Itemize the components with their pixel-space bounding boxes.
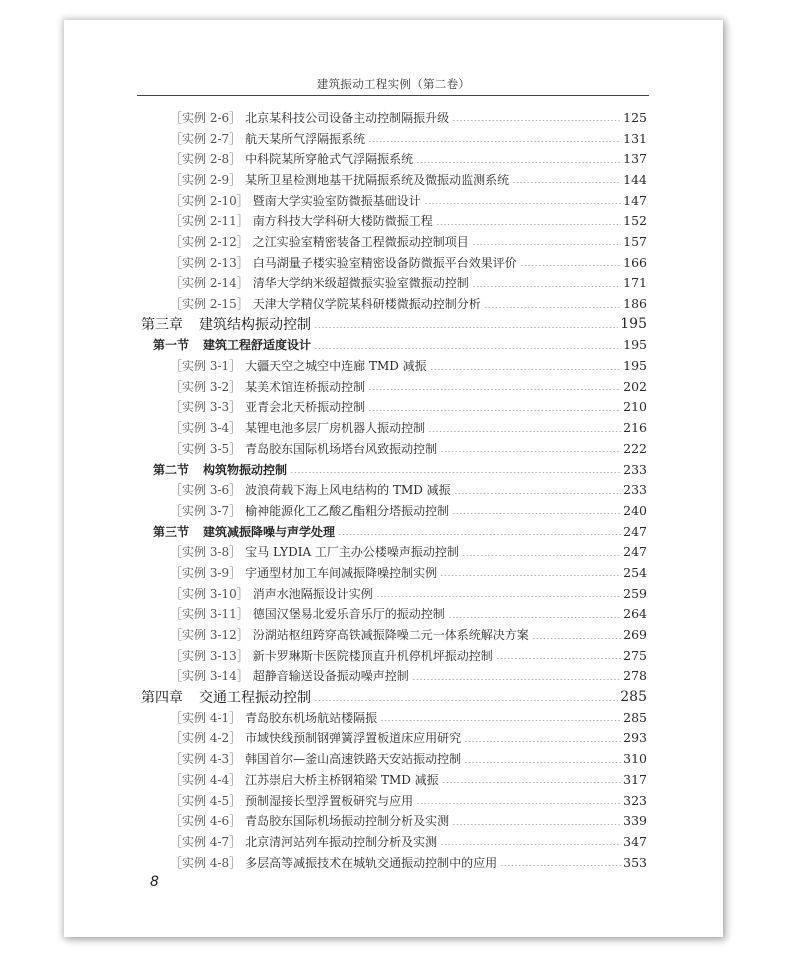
toc-label-group (141, 687, 311, 707)
dot-leader (368, 141, 621, 142)
entry-title: 宝马 LYDIA 工厂主办公楼噪声振动控制 (245, 545, 459, 560)
toc-page-number: 233 (623, 461, 647, 477)
toc-entry[interactable] (170, 376, 647, 397)
example-tag: ［实例 3-9］ (170, 565, 242, 580)
dot-leader (430, 369, 621, 370)
toc-chapter[interactable] (141, 314, 647, 335)
toc-entry[interactable] (170, 252, 647, 273)
example-tag: ［实例 2-9］ (170, 172, 242, 187)
example-tag: ［实例 4-1］ (170, 710, 242, 725)
example-tag: ［实例 3-4］ (170, 421, 242, 436)
toc-page-number: 254 (623, 564, 647, 580)
entry-title: 南方科技大学科研大楼防微振工程 (252, 214, 433, 229)
toc-page-number: 157 (623, 233, 647, 249)
entry-title: 波浪荷载下海上风电结构的 TMD 减振 (245, 483, 451, 498)
toc-page-number: 240 (623, 502, 647, 518)
dot-leader (454, 493, 621, 494)
section-title: 建筑减振降噪与声学处理 (203, 524, 336, 539)
entry-title: 市域快线预制钢弹簧浮置板道床应用研究 (245, 731, 462, 746)
example-tag: ［实例 4-5］ (170, 793, 242, 808)
toc-page-number: 147 (623, 192, 647, 208)
dot-leader (440, 575, 621, 576)
toc-entry[interactable] (170, 852, 647, 873)
example-tag: ［实例 3-1］ (170, 359, 242, 374)
entry-title: 北京某科技公司设备主动控制隔振升级 (245, 110, 450, 125)
dot-leader (500, 865, 621, 866)
dot-leader (412, 679, 621, 680)
entry-title: 青岛胶东国际机场振动控制分析及实测 (245, 814, 450, 829)
dot-leader (512, 182, 621, 183)
example-tag: ［实例 3-12］ (170, 628, 249, 643)
toc-label-group (170, 854, 497, 871)
toc-entry[interactable] (170, 273, 647, 294)
toc-page-number: 347 (623, 833, 647, 849)
example-tag: ［实例 3-5］ (170, 441, 242, 456)
toc-label-group (170, 792, 413, 809)
toc-entry[interactable] (170, 707, 647, 728)
toc-label-group (170, 130, 365, 147)
toc-label-group (153, 523, 335, 540)
dot-leader (416, 803, 621, 804)
dot-leader (520, 265, 621, 266)
toc-page-number: 259 (623, 585, 647, 601)
toc-label-group (170, 833, 437, 850)
toc-entry[interactable] (170, 583, 647, 604)
toc-page-number: 125 (623, 109, 647, 125)
toc-label-group (170, 274, 469, 291)
toc-page-number: 247 (623, 523, 647, 539)
toc-page-number: 166 (623, 254, 647, 270)
toc-entry[interactable] (170, 500, 647, 521)
toc-page-number: 353 (623, 854, 647, 870)
toc-entry[interactable] (170, 355, 647, 376)
toc-entry[interactable] (170, 210, 647, 231)
toc-page-number: 202 (623, 378, 647, 394)
dot-leader (472, 286, 621, 287)
chapter-number: 第四章 (141, 689, 183, 706)
entry-title: 北京清河站列车振动控制分析及实测 (245, 834, 438, 849)
toc-entry[interactable] (170, 604, 647, 625)
toc-entry[interactable] (170, 728, 647, 749)
entry-title: 某美术馆连桥振动控制 (245, 379, 366, 394)
example-tag: ［实例 3-13］ (170, 648, 249, 663)
dot-leader (452, 120, 621, 121)
toc-entry[interactable] (170, 810, 647, 831)
toc-label-group (170, 502, 449, 519)
toc-label-group (170, 233, 469, 250)
entry-title: 白马湖量子楼实验室精密设备防微振平台效果评价 (252, 255, 517, 270)
dot-leader (314, 348, 621, 349)
toc-label-group (170, 254, 517, 271)
toc-page-number: 275 (623, 647, 647, 663)
section-title: 构筑物振动控制 (203, 462, 288, 477)
example-tag: ［实例 2-11］ (170, 214, 249, 229)
toc-page-number: 195 (623, 358, 647, 374)
dot-leader (484, 307, 621, 308)
toc-entry[interactable] (170, 645, 647, 666)
toc-page-number: 210 (623, 399, 647, 415)
dot-leader (380, 720, 621, 721)
toc-page-number: 317 (623, 771, 647, 787)
running-header: 建筑振动工程实例（第二卷） (316, 77, 471, 91)
toc-page-number: 195 (620, 316, 647, 333)
entry-title: 超静音输送设备振动噪声控制 (252, 669, 409, 684)
section-title: 建筑工程舒适度设计 (203, 338, 312, 353)
toc-entry[interactable] (170, 128, 647, 149)
toc-section[interactable] (153, 521, 647, 542)
toc-entry[interactable] (170, 190, 647, 211)
dot-leader (462, 555, 621, 556)
dot-leader (424, 203, 621, 204)
toc-label-group (170, 771, 439, 788)
example-tag: ［实例 2-6］ (170, 110, 242, 125)
toc-label-group (170, 109, 449, 126)
entry-title: 之江实验室精密装备工程微振动控制项目 (252, 234, 469, 249)
toc-entry[interactable] (170, 231, 647, 252)
page-number: 8 (150, 874, 159, 890)
dot-leader (464, 741, 621, 742)
toc-label-group (170, 750, 461, 767)
toc-entry[interactable] (170, 293, 647, 314)
example-tag: ［实例 4-6］ (170, 814, 242, 829)
toc-page-number: 131 (623, 130, 647, 146)
toc-page-number: 278 (623, 668, 647, 684)
example-tag: ［实例 4-8］ (170, 855, 242, 870)
dot-leader (368, 389, 621, 390)
toc-page-number: 171 (623, 275, 647, 291)
toc-label-group (170, 398, 365, 415)
toc-page-number: 152 (623, 213, 647, 229)
dot-leader (314, 700, 618, 701)
toc-page-number: 264 (623, 606, 647, 622)
entry-title: 新卡罗琳斯卡医院楼顶直升机停机坪振动控制 (252, 648, 493, 663)
toc-page-number: 269 (623, 627, 647, 643)
dot-leader (376, 596, 621, 597)
toc-entry[interactable] (170, 438, 647, 459)
example-tag: ［实例 2-13］ (170, 255, 249, 270)
toc-page-number: 247 (623, 544, 647, 560)
toc-label-group (170, 812, 449, 829)
toc-label-group (170, 647, 493, 664)
toc-entry[interactable] (170, 417, 647, 438)
dot-leader (452, 824, 621, 825)
entry-title: 青岛胶东机场航站楼隔振 (245, 710, 378, 725)
toc-label-group (170, 626, 529, 643)
toc-label-group (170, 667, 409, 684)
toc-entry[interactable] (170, 479, 647, 500)
toc-label-group (153, 336, 311, 353)
toc-label-group (170, 192, 421, 209)
toc-page-number: 285 (623, 709, 647, 725)
example-tag: ［实例 3-10］ (170, 586, 249, 601)
example-tag: ［实例 4-3］ (170, 752, 242, 767)
dot-leader (436, 224, 621, 225)
dot-leader (464, 762, 621, 763)
toc-entry[interactable] (170, 562, 647, 583)
example-tag: ［实例 3-8］ (170, 545, 242, 560)
toc-entry[interactable] (170, 790, 647, 811)
dot-leader (532, 638, 621, 639)
toc-label-group (170, 357, 427, 374)
example-tag: ［实例 3-6］ (170, 483, 242, 498)
toc-label-group (153, 461, 287, 478)
toc-page-number: 144 (623, 171, 647, 187)
toc-entry[interactable] (170, 624, 647, 645)
toc-entry[interactable] (170, 666, 647, 687)
toc-page-number: 310 (623, 751, 647, 767)
toc-label-group (170, 378, 365, 395)
toc-section[interactable] (153, 335, 647, 356)
toc-label-group (170, 543, 459, 560)
toc-label-group (170, 729, 461, 746)
dot-leader (452, 513, 621, 514)
toc-page-number: 137 (623, 151, 647, 167)
toc-entry[interactable] (170, 831, 647, 852)
toc-page-number: 339 (623, 813, 647, 829)
entry-title: 江苏崇启大桥主桥钢箱梁 TMD 减振 (245, 772, 439, 787)
example-tag: ［实例 3-2］ (170, 379, 242, 394)
example-tag: ［实例 3-11］ (170, 607, 249, 622)
toc-label-group (170, 440, 437, 457)
dot-leader (368, 410, 621, 411)
dot-leader (440, 451, 621, 452)
book-page (64, 20, 723, 937)
section-number: 第三节 (153, 524, 190, 539)
entry-title: 预制湿接长型浮置板研究与应用 (245, 793, 414, 808)
dot-leader (472, 244, 621, 245)
toc-page-number: 233 (623, 482, 647, 498)
entry-title: 中科院某所穿舱式气浮隔振系统 (245, 152, 414, 167)
toc-entry[interactable] (170, 148, 647, 169)
dot-leader (442, 782, 621, 783)
example-tag: ［实例 4-7］ (170, 834, 242, 849)
dot-leader (448, 617, 621, 618)
example-tag: ［实例 4-4］ (170, 772, 242, 787)
entry-title: 亚青会北天桥振动控制 (245, 400, 366, 415)
dot-leader (314, 327, 618, 328)
example-tag: ［实例 3-7］ (170, 503, 242, 518)
example-tag: ［实例 2-14］ (170, 276, 249, 291)
dot-leader (428, 431, 621, 432)
entry-title: 宇通型材加工车间减振降噪控制实例 (245, 565, 438, 580)
entry-title: 韩国首尔—釜山高速铁路天安站振动控制 (245, 752, 462, 767)
entry-title: 清华大学纳米级超微振实验室微振动控制 (252, 276, 469, 291)
toc-label-group (170, 481, 451, 498)
example-tag: ［实例 4-2］ (170, 731, 242, 746)
example-tag: ［实例 2-10］ (170, 193, 249, 208)
toc-entry[interactable] (170, 748, 647, 769)
example-tag: ［实例 2-15］ (170, 297, 249, 312)
toc-entry[interactable] (170, 397, 647, 418)
dot-leader (496, 658, 621, 659)
toc-label-group (170, 150, 413, 167)
toc-label-group (170, 295, 481, 312)
toc-label-group (170, 212, 433, 229)
toc-entry[interactable] (170, 169, 647, 190)
toc-label-group (170, 564, 437, 581)
entry-title: 榆神能源化工乙酸乙酯粗分塔振动控制 (245, 503, 450, 518)
toc-page-number: 285 (620, 688, 647, 705)
dot-leader (338, 534, 621, 535)
toc-label-group (170, 171, 509, 188)
section-number: 第二节 (153, 462, 190, 477)
entry-title: 青岛胶东国际机场塔台风致振动控制 (245, 441, 438, 456)
toc-entry[interactable] (170, 541, 647, 562)
example-tag: ［实例 3-14］ (170, 669, 249, 684)
toc-page-number: 323 (623, 792, 647, 808)
toc-section[interactable] (153, 459, 647, 480)
toc-page-number: 195 (623, 337, 647, 353)
table-of-contents (64, 107, 723, 872)
example-tag: ［实例 2-12］ (170, 234, 249, 249)
toc-label-group (170, 585, 373, 602)
entry-title: 消声水池隔振设计实例 (252, 586, 373, 601)
toc-entry[interactable] (170, 107, 647, 128)
entry-title: 天津大学精仪学院某科研楼微振动控制分析 (252, 297, 481, 312)
toc-label-group (170, 419, 425, 436)
toc-page-number: 186 (623, 296, 647, 312)
example-tag: ［实例 2-7］ (170, 131, 242, 146)
section-number: 第一节 (153, 338, 190, 353)
header-rule (137, 95, 649, 96)
toc-page-number: 216 (623, 420, 647, 436)
toc-entry[interactable] (170, 769, 647, 790)
toc-page-number: 222 (623, 440, 647, 456)
chapter-title: 建筑结构振动控制 (199, 317, 311, 334)
entry-title: 某所卫星检测地基干扰隔振系统及微振动监测系统 (245, 172, 510, 187)
chapter-number: 第三章 (141, 317, 183, 334)
toc-chapter[interactable] (141, 686, 647, 707)
example-tag: ［实例 2-8］ (170, 152, 242, 167)
dot-leader (440, 844, 621, 845)
toc-label-group (170, 605, 445, 622)
entry-title: 汾湖站枢纽跨穿高铁减振降噪二元一体系统解决方案 (252, 628, 529, 643)
entry-title: 大疆天空之城空中连廊 TMD 减振 (245, 359, 427, 374)
toc-page-number: 293 (623, 730, 647, 746)
entry-title: 暨南大学实验室防微振基础设计 (252, 193, 421, 208)
example-tag: ［实例 3-3］ (170, 400, 242, 415)
toc-label-group (141, 314, 311, 334)
entry-title: 某锂电池多层厂房机器人振动控制 (245, 421, 426, 436)
chapter-title: 交通工程振动控制 (199, 689, 311, 706)
entry-title: 多层高等减振技术在城轨交通振动控制中的应用 (245, 855, 498, 870)
entry-title: 航天某所气浮隔振系统 (245, 131, 366, 146)
entry-title: 德国汉堡易北爱乐音乐厅的振动控制 (252, 607, 445, 622)
dot-leader (416, 162, 621, 163)
dot-leader (290, 472, 621, 473)
toc-label-group (170, 709, 377, 726)
